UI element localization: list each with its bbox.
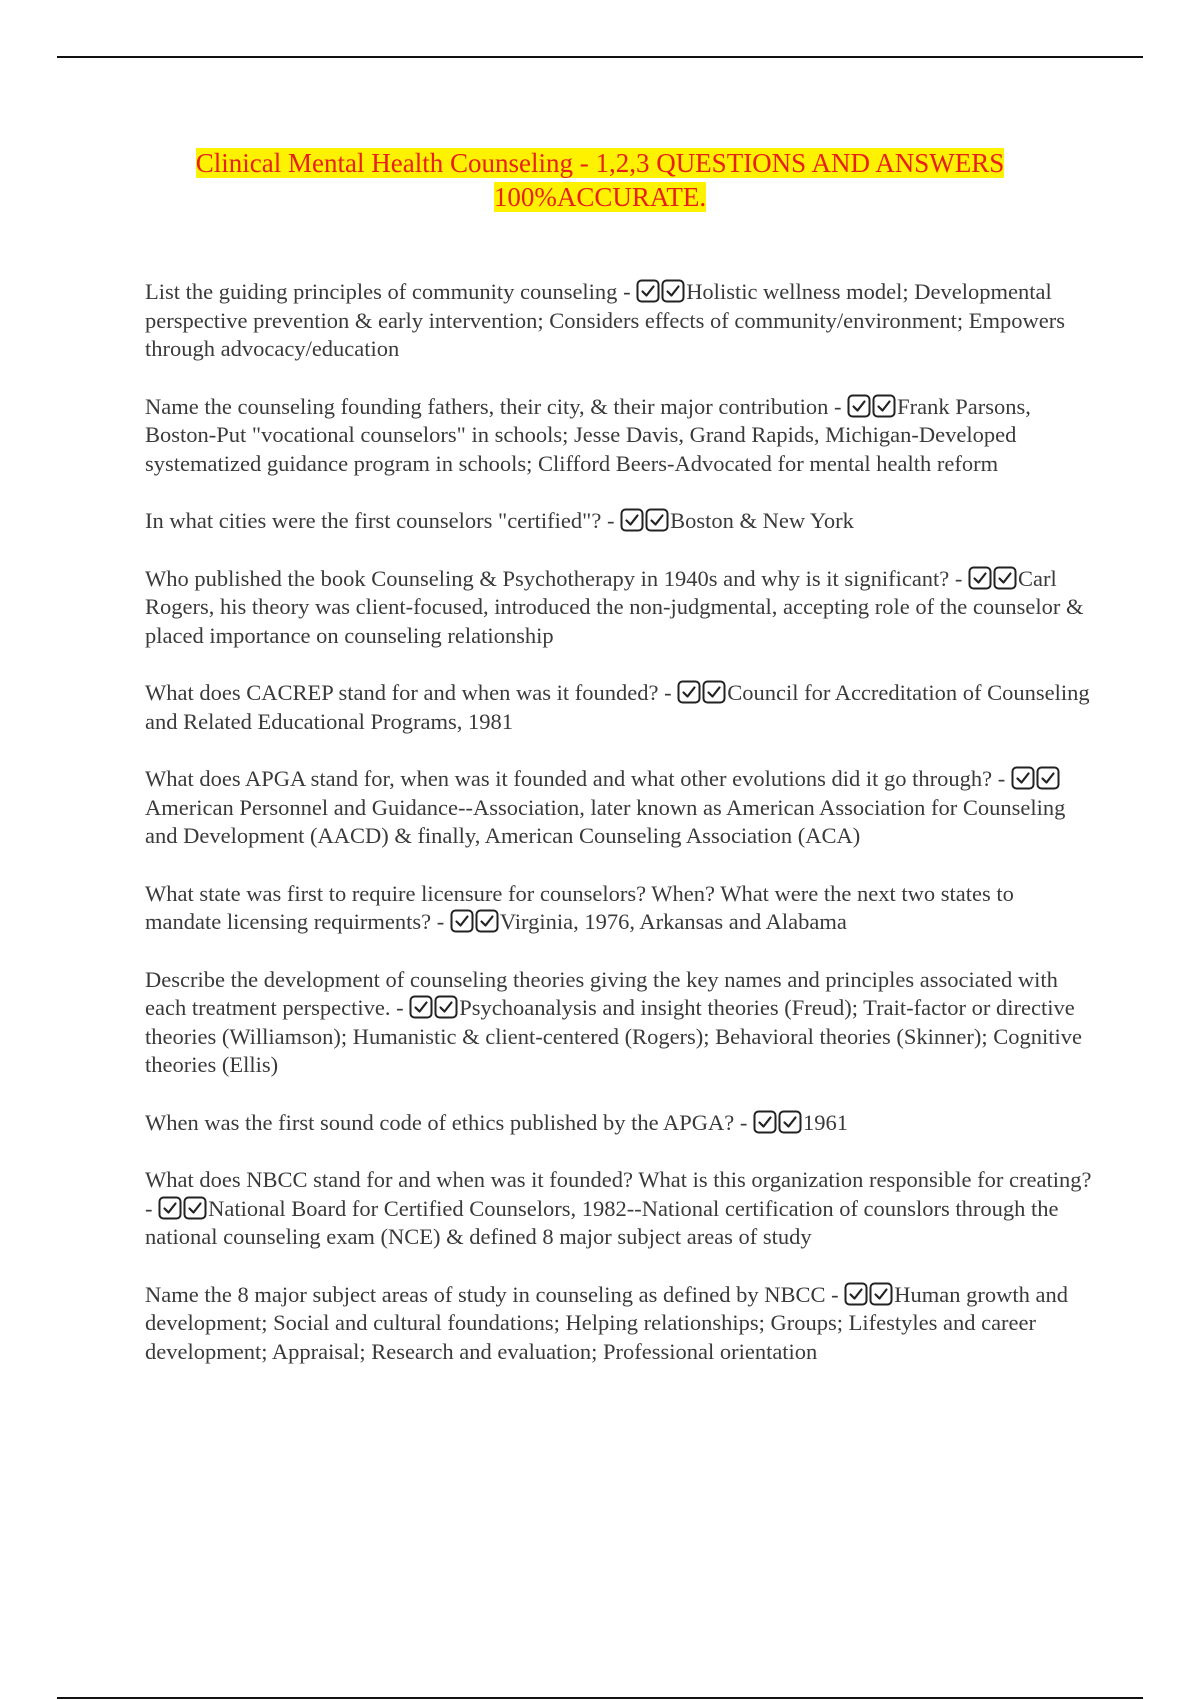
check-icons [844, 1282, 894, 1307]
question-text: Who published the book Counseling & Psychotherapy in 1940s and why is it significant? - [145, 566, 968, 591]
checkbox-checked-icon [847, 394, 871, 418]
checkbox-checked-icon [450, 909, 474, 933]
checkbox-checked-icon [434, 995, 458, 1019]
check-icons [450, 909, 500, 934]
checkbox-checked-icon [475, 909, 499, 933]
checkbox-checked-icon [661, 279, 685, 303]
question-text: In what cities were the first counselors "certified"? - [145, 508, 620, 533]
title-line-1: Clinical Mental Health Counseling - 1,2,3 QUESTIONS AND ANSWERS [195, 148, 1005, 178]
qa-item [145, 565, 1095, 651]
check-icons [409, 995, 459, 1020]
checkbox-checked-icon [158, 1196, 182, 1220]
qa-item [145, 966, 1095, 1080]
check-icons [158, 1196, 208, 1221]
qa-item [145, 1281, 1095, 1367]
answer-text: American Personnel and Guidance--Association, later known as American Association for Counseling and Development (AACD) & finally, American Counseling Association (ACA) [145, 794, 1066, 848]
qa-item [145, 507, 1095, 536]
check-icons [968, 566, 1018, 591]
checkbox-checked-icon [702, 680, 726, 704]
qa-item [145, 1109, 1095, 1138]
question-text: When was the first sound code of ethics published by the APGA? - [145, 1110, 753, 1135]
answer-text: Human growth and development; Social and cultural foundations; Helping relationships; Groups; Lifestyles and career development; Appraisal; Research and evaluation; Professional orientation [145, 1281, 1068, 1364]
check-icons [620, 508, 670, 533]
checkbox-checked-icon [183, 1196, 207, 1220]
qa-item [145, 1166, 1095, 1252]
checkbox-checked-icon [636, 279, 660, 303]
document-title [100, 146, 1100, 214]
answer-text: Carl Rogers, his theory was client-focused, introduced the non-judgmental, accepting role of the counselor & placed importance on counseling relationship [145, 565, 1084, 648]
title-line-2: 100%ACCURATE. [493, 182, 707, 212]
qa-item [145, 880, 1095, 937]
qa-item [145, 393, 1095, 479]
question-text: Describe the development of counseling theories giving the key names and principles associated with each treatment perspective. - [145, 967, 1058, 1021]
answer-text: Virginia, 1976, Arkansas and Alabama [499, 909, 847, 934]
checkbox-checked-icon [993, 566, 1017, 590]
answer-text: Holistic wellness model; Developmental perspective prevention & early intervention; Considers effects of community/environment; Empowers through advocacy/education [145, 279, 1065, 361]
question-text: List the guiding principles of community counseling - [145, 279, 636, 304]
question-text: Name the 8 major subject areas of study in counseling as defined by NBCC - [145, 1282, 844, 1307]
qa-item [145, 278, 1095, 364]
checkbox-checked-icon [1011, 766, 1035, 790]
checkbox-checked-icon [869, 1282, 893, 1306]
check-icons [1011, 766, 1061, 791]
qa-item [145, 765, 1095, 851]
checkbox-checked-icon [645, 508, 669, 532]
question-text: What state was first to require licensure for counselors? When? What were the next two states to mandate licensing requirments? - [145, 881, 1014, 935]
top-rule [57, 56, 1143, 58]
answer-text: Psychoanalysis and insight theories (Freud); Trait-factor or directive theories (Williamson); Humanistic & client-centered (Rogers); Behavioral theories (Skinner); Cognitive theories (Ellis) [145, 995, 1082, 1077]
bottom-rule [57, 1697, 1143, 1699]
checkbox-checked-icon [1036, 766, 1060, 790]
check-icons [753, 1110, 803, 1135]
checkbox-checked-icon [968, 566, 992, 590]
check-icons [677, 680, 727, 705]
question-text: What does NBCC stand for and when was it founded? What is this organization responsible for creating? - [145, 1167, 1091, 1221]
answer-text: Council for Accreditation of Counseling and Related Educational Programs, 1981 [145, 680, 1090, 734]
check-icons [847, 394, 897, 419]
question-text: What does CACREP stand for and when was it founded? - [145, 680, 677, 705]
checkbox-checked-icon [778, 1110, 802, 1134]
answer-text: Frank Parsons, Boston-Put "vocational counselors" in schools; Jesse Davis, Grand Rapids, Michigan-Developed systematized guidance program in schools; Clifford Beers-Advocated for mental health reform [145, 393, 1031, 476]
qa-list [145, 278, 1095, 1395]
question-text: What does APGA stand for, when was it founded and what other evolutions did it go through? - [145, 766, 1011, 791]
checkbox-checked-icon [409, 995, 433, 1019]
checkbox-checked-icon [844, 1282, 868, 1306]
answer-text: National Board for Certified Counselors, 1982--National certification of counslors through the national counseling exam (NCE) & defined 8 major subject areas of study [145, 1195, 1059, 1249]
checkbox-checked-icon [753, 1110, 777, 1134]
answer-text: Boston & New York [670, 508, 854, 533]
checkbox-checked-icon [620, 508, 644, 532]
check-icons [636, 279, 686, 304]
qa-item [145, 679, 1095, 736]
question-text: Name the counseling founding fathers, their city, & their major contribution - [145, 394, 847, 419]
checkbox-checked-icon [677, 680, 701, 704]
answer-text: 1961 [803, 1109, 849, 1135]
checkbox-checked-icon [872, 394, 896, 418]
